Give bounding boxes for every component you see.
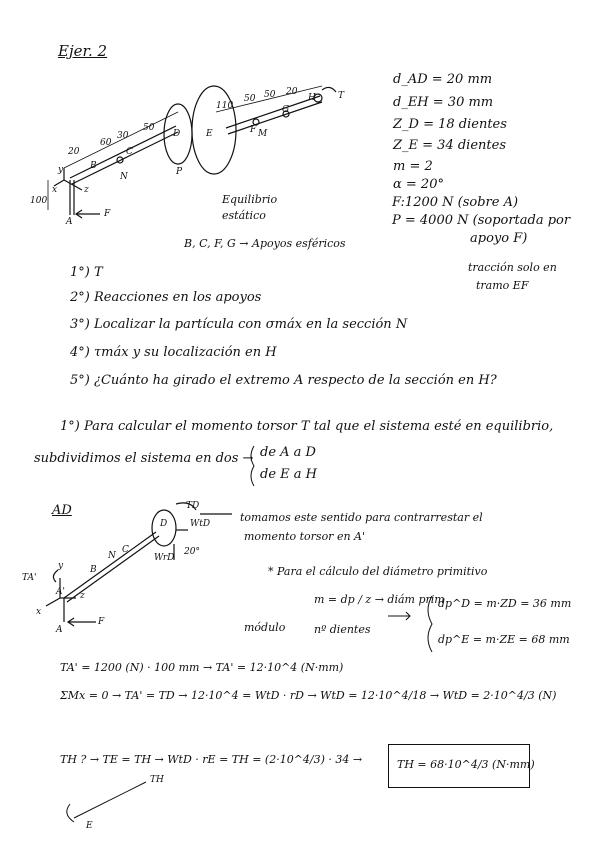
dim-label: 110 [216, 101, 234, 111]
dim-label: 30 [117, 131, 129, 141]
dim-label: 20 [286, 87, 298, 97]
axis-label: y [58, 165, 64, 175]
question-item: 5°) ¿Cuánto ha girado el extremo A respecto de la sección en H? [70, 373, 497, 388]
question-item: 3°) Localizar la partícula con σmáx en la sección N [70, 317, 408, 332]
force-item: tracción solo en [468, 261, 557, 274]
diameter-result: dp^E = m·ZE = 68 mm [438, 633, 570, 646]
diagram-label: F [98, 617, 105, 627]
answer-part: de A a D [260, 445, 316, 460]
dim-label: 50 [244, 94, 256, 104]
point-label: N [120, 172, 128, 182]
force-item: apoyo F) [470, 231, 528, 246]
diagram-label: N [108, 551, 116, 561]
page-title: Ejer. 2 [58, 42, 108, 60]
caption: estático [222, 209, 266, 222]
point-label: F [104, 209, 111, 219]
answer-part: de E a H [260, 467, 317, 482]
force-item: P = 4000 N (soportada por [392, 213, 571, 228]
point-label: H [308, 93, 316, 103]
diameter-formula: m = dp / z → diám prim [314, 593, 445, 606]
diagram-label: z [80, 591, 85, 601]
dim-label: 60 [100, 138, 112, 148]
sketch-label: E [86, 821, 93, 831]
legend-item: nº dientes [314, 623, 371, 636]
dim-label: 50 [143, 123, 155, 133]
dim-label: 20 [68, 147, 80, 157]
diagram-label: x [36, 607, 42, 617]
point-label: P [176, 167, 183, 177]
diagram-label: A [56, 625, 63, 635]
point-label: C [126, 147, 133, 157]
point-label: T [338, 91, 345, 101]
force-item: F:1200 N (sobre A) [392, 195, 519, 210]
supports-line: B, C, F, G → Apoyos esféricos [184, 237, 346, 250]
equation-line: TA' = 1200 (N) · 100 mm → TA' = 12·10^4 (N·mm) [60, 661, 344, 674]
legend-item: módulo [244, 621, 286, 634]
answer-line: subdividimos el sistema en dos → [34, 451, 254, 466]
force-item: tramo EF [476, 279, 529, 292]
data-item: d_AD = 20 mm [393, 72, 493, 87]
diagram-label: D [160, 519, 168, 529]
point-label: D [173, 129, 181, 139]
point-label: A [66, 217, 73, 227]
data-item: α = 20° [393, 177, 444, 192]
diagram-label: A' [56, 587, 65, 597]
point-label: G [282, 105, 290, 115]
diagram-label: 20° [184, 547, 200, 557]
diagram-label: B [90, 565, 97, 575]
diagram-label: TA' [22, 573, 37, 583]
dim-label: 50 [264, 90, 276, 100]
section-label: AD [52, 503, 72, 518]
diagram-label: C [122, 545, 129, 555]
direction-note: tomamos este sentido para contrarrestar el [240, 511, 483, 524]
data-item: Z_D = 18 dientes [393, 117, 507, 132]
point-label: M [258, 129, 268, 139]
equation-line: ΣMx = 0 → TA' = TD → 12·10^4 = WtD · rD → WtD = 12·10^4/18 → WtD = 2·10^4/3 (N) [60, 689, 557, 702]
diagram-label: WtD [190, 519, 211, 529]
data-item: m = 2 [393, 159, 433, 174]
dim-label: 100 [30, 196, 48, 206]
direction-note: momento torsor en A' [244, 530, 365, 543]
equation-line: TH ? → TE = TH → WtD · rE = TH = (2·10^4/3) · 34 → [60, 753, 363, 766]
diagram-label: TD [186, 501, 200, 511]
point-label: F [250, 125, 257, 135]
question-item: 1°) T [70, 265, 103, 280]
question-item: 2°) Reacciones en los apoyos [70, 290, 262, 305]
sketch-label: TH [150, 775, 164, 785]
diameter-result: dp^D = m·ZD = 36 mm [438, 597, 572, 610]
data-item: Z_E = 34 dientes [393, 138, 506, 153]
answer-intro: 1°) Para calcular el momento torsor T tal que el sistema esté en equilibrio, [60, 419, 554, 434]
diameter-note-head: * Para el cálculo del diámetro primitivo [268, 565, 488, 578]
diagram-label: WrD [154, 553, 175, 563]
axis-label: x [52, 185, 58, 195]
data-item: d_EH = 30 mm [393, 95, 494, 110]
caption: Equilibrio [222, 193, 278, 206]
diagram-label: y [58, 561, 64, 571]
point-label: E [206, 129, 213, 139]
axis-label: z [84, 185, 89, 195]
point-label: B [90, 161, 97, 171]
boxed-result: TH = 68·10^4/3 (N·mm) [397, 758, 535, 771]
question-item: 4°) τmáx y su localización en H [70, 345, 277, 360]
